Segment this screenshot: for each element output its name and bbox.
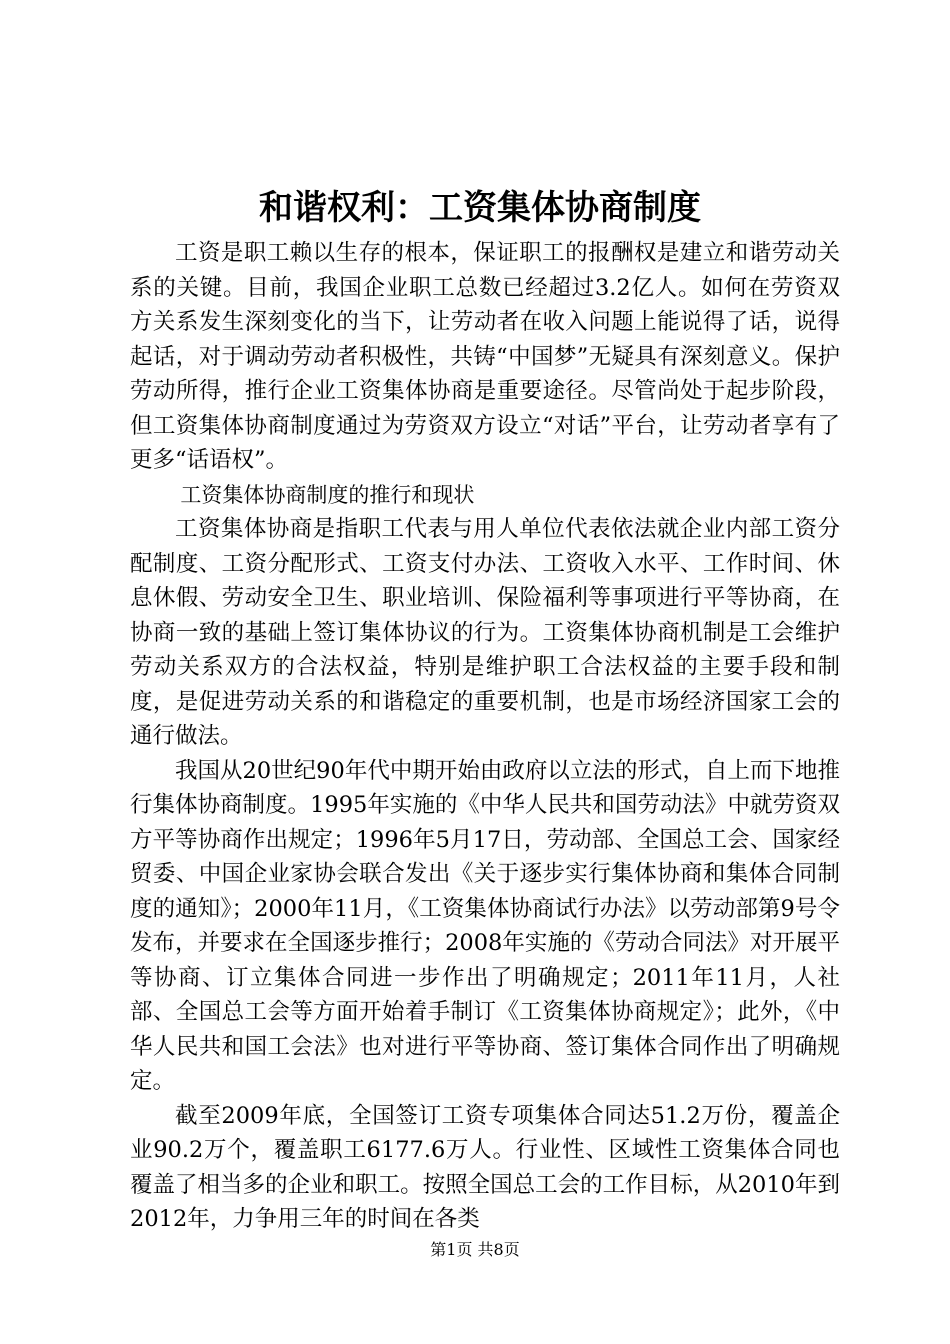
- section-heading: 工资集体协商制度的推行和现状: [180, 482, 475, 507]
- section-paragraph-1: 工资集体协商是指职工代表与用人单位代表依法就企业内部工资分配制度、工资分配形式、工资支付办法、工资收入水平、工作时间、休息休假、劳动安全卫生、职业培训、保险福利等事项进行平等协商，在协商一致的基础上签订集体协议的行为。工资集体协商机制是工会维护劳动关系双方的合法权益，特别是维护职工合法权益的主要手段和制度，是促进劳动关系的和谐稳定的重要机制，也是市场经济国家工会的通行做法。: [130, 516, 840, 749]
- page-number-footer: 第1页 共8页: [430, 1240, 520, 1259]
- section-paragraph-2: 我国从20世纪90年代中期开始由政府以立法的形式，自上而下地推行集体协商制度。1995年实施的《中华人民共和国劳动法》中就劳资双方平等协商作出规定；1996年5月17日，劳动部、全国总工会、国家经贸委、中国企业家协会联合发出《关于逐步实行集体协商和集体合同制度的通知》；2000年11月，《工资集体协商试行办法》以劳动部第9号令发布，并要求在全国逐步推行；2008年实施的《劳动合同法》对开展平等协商、订立集体合同进一步作出了明确规定；2011年11月，人社部、全国总工会等方面开始着手制订《工资集体协商规定》；此外，《中华人民共和国工会法》也对进行平等协商、签订集体合同作出了明确规定。: [130, 757, 840, 1094]
- section-paragraph-3: 截至2009年底，全国签订工资专项集体合同达51.2万份，覆盖企业90.2万个，覆盖职工6177.6万人。行业性、区域性工资集体合同也覆盖了相当多的企业和职工。按照全国总工会的工作目标，从2010年到2012年，力争用三年的时间在各类: [130, 1102, 840, 1232]
- document-title: 和谐权利：工资集体协商制度: [259, 188, 701, 228]
- document-body: [130, 236, 840, 1237]
- intro-paragraph: 工资是职工赖以生存的根本，保证职工的报酬权是建立和谐劳动关系的关键。目前，我国企业职工总数已经超过3.2亿人。如何在劳资双方关系发生深刻变化的当下，让劳动者在收入问题上能说得了话，说得起话，对于调动劳动者积极性，共铸“中国梦”无疑具有深刻意义。保护劳动所得，推行企业工资集体协商是重要途径。尽管尚处于起步阶段，但工资集体协商制度通过为劳资双方设立“对话”平台，让劳动者享有了更多“话语权”。: [130, 240, 840, 473]
